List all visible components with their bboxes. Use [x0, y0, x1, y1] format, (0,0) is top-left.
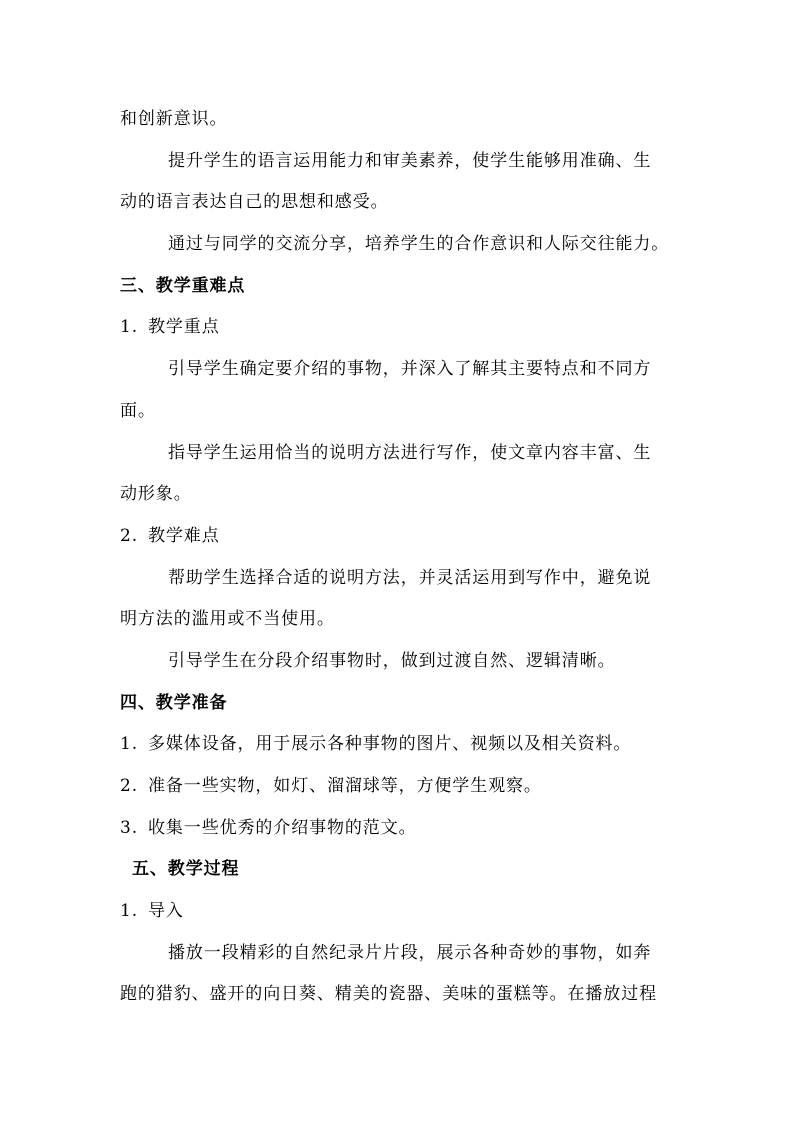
list-number: 2. [120, 776, 139, 796]
list-number: 1. [120, 734, 139, 755]
paragraph-line: 通过与同学的交流分享，培养学生的合作意识和人际交往能力。 [168, 234, 670, 255]
subsection-heading [120, 307, 676, 349]
paragraph-line: 面。 [120, 400, 156, 421]
subsection-title: 教学难点 [148, 525, 220, 546]
paragraph-line: 动形象。 [120, 484, 192, 505]
subsection-heading [120, 516, 676, 558]
paragraph-line: 引导学生在分段介绍事物时，做到过渡自然、逻辑清晰。 [168, 650, 616, 671]
list-item-text: 准备一些实物，如灯、溜溜球等，方便学生观察。 [148, 776, 542, 796]
section-heading: 五、教学过程 [132, 859, 240, 880]
paragraph-line: 跑的猎豹、盛开的向日葵、精美的瓷器、美味的蛋糕等。在播放过程 [120, 984, 657, 1005]
document-page [120, 99, 676, 1016]
subsection-heading [120, 891, 676, 933]
paragraph-line: 帮助学生选择合适的说明方法，并灵活运用到写作中，避免说 [168, 567, 652, 588]
paragraph-line: 播放一段精彩的自然纪录片片段，展示各种奇妙的事物，如奔 [168, 942, 652, 963]
list-number: 1. [120, 317, 139, 338]
list-item-text: 收集一些优秀的介绍事物的范文。 [148, 817, 417, 838]
list-number: 2. [120, 525, 139, 546]
paragraph-line: 动的语言表达自己的思想和感受。 [120, 192, 389, 213]
list-item [120, 766, 676, 808]
list-item-text: 多媒体设备，用于展示各种事物的图片、视频以及相关资料。 [148, 734, 632, 755]
subsection-title: 教学重点 [148, 317, 220, 338]
paragraph-line: 和创新意识。 [120, 109, 228, 129]
paragraph-line: 提升学生的语言运用能力和审美素养，使学生能够用准确、生 [168, 150, 652, 171]
list-number: 3. [120, 817, 139, 838]
list-item [120, 808, 676, 850]
list-number: 1. [120, 901, 139, 922]
list-item [120, 724, 676, 766]
section-heading: 三、教学重难点 [120, 275, 246, 296]
subsection-title: 导入 [148, 901, 184, 922]
paragraph-line: 引导学生确定要介绍的事物，并深入了解其主要特点和不同方 [168, 359, 652, 380]
paragraph-line: 指导学生运用恰当的说明方法进行写作，使文章内容丰富、生 [168, 442, 652, 463]
paragraph-line: 明方法的滥用或不当使用。 [120, 609, 335, 630]
section-heading: 四、教学准备 [120, 692, 228, 713]
